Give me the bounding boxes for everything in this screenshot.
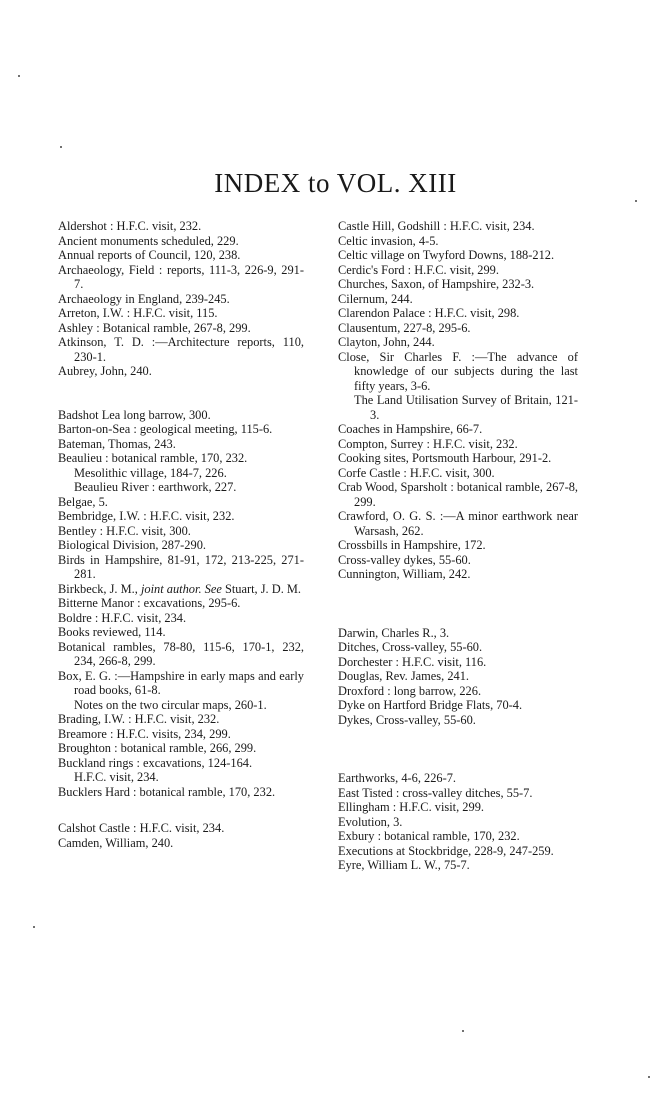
index-entry: Clausentum, 227-8, 295-6. <box>338 320 471 335</box>
index-entry: Cerdic's Ford : H.F.C. visit, 299. <box>338 262 499 277</box>
index-entry: Aldershot : H.F.C. visit, 232. <box>58 219 202 233</box>
index-entry: East Tisted : cross-valley ditches, 55-7. <box>338 785 533 800</box>
index-entry: Archaeology, Field : reports, 111-3, 226-9, 291-7. <box>58 262 304 291</box>
speck <box>635 200 637 202</box>
entry-text-after: Stuart, J. D. M. <box>221 581 302 596</box>
index-entry: Evolution, 3. <box>338 814 403 829</box>
index-entry: Eyre, William L. W., 75-7. <box>338 858 470 872</box>
index-entry: Birds in Hampshire, 81-91, 172, 213-225, 271-281. <box>58 552 304 581</box>
index-entry: Crawford, O. G. S. :—A minor earthwork near Warsash, 262. <box>338 509 578 538</box>
index-entry: Douglas, Rev. James, 241. <box>338 669 470 683</box>
index-entry: Aubrey, John, 240. <box>58 364 152 378</box>
index-entry: Executions at Stockbridge, 228-9, 247-259. <box>338 843 554 858</box>
index-entry: Castle Hill, Godshill : H.F.C. visit, 234. <box>338 219 535 233</box>
index-entry: Churches, Saxon, of Hampshire, 232-3. <box>338 277 535 291</box>
index-column-left <box>58 219 304 850</box>
index-entry: Biological Division, 287-290. <box>58 538 206 552</box>
index-entry: Camden, William, 240. <box>58 835 174 850</box>
index-entry: Boldre : H.F.C. visit, 234. <box>58 610 187 625</box>
index-entry <box>58 582 304 597</box>
index-entry: Crab Wood, Sparsholt : botanical ramble, 267-8, 299. <box>338 480 579 509</box>
index-entry: Clayton, John, 244. <box>338 335 435 349</box>
index-group-b <box>58 408 304 800</box>
index-entry: Barton-on-Sea : geological meeting, 115-6. <box>58 422 273 436</box>
index-entry: Exbury : botanical ramble, 170, 232. <box>338 829 520 843</box>
index-entry: Brading, I.W. : H.F.C. visit, 232. <box>58 712 220 726</box>
index-entry: Atkinson, T. D. :—Architecture reports, 110, 230-1. <box>58 335 304 364</box>
page-title: INDEX to VOL. XIII <box>214 168 457 198</box>
index-entry: Ashley : Botanical ramble, 267-8, 299. <box>58 320 251 335</box>
index-group-a <box>58 219 304 379</box>
index-entry: Earthworks, 4-6, 226-7. <box>338 771 457 785</box>
speck <box>462 1030 464 1032</box>
index-entry: Ancient monuments scheduled, 229. <box>58 233 239 248</box>
index-entry: Clarendon Palace : H.F.C. visit, 298. <box>338 306 520 320</box>
index-entry: Belgae, 5. <box>58 494 108 509</box>
index-entry: Ditches, Cross-valley, 55-60. <box>338 640 483 654</box>
index-entry: Crossbills in Hampshire, 172. <box>338 538 486 552</box>
index-entry: Close, Sir Charles F. :—The advance of knowledge of our subjects during the last fifty years, 3-6. <box>338 349 578 393</box>
index-entry: The Land Utilisation Survey of Britain, 121-3. <box>354 393 578 422</box>
index-entry: Darwin, Charles R., 3. <box>338 625 450 640</box>
index-group-e <box>338 771 578 873</box>
index-entry: Bucklers Hard : botanical ramble, 170, 232. <box>58 784 276 799</box>
index-entry: Bembridge, I.W. : H.F.C. visit, 232. <box>58 509 235 523</box>
index-group-c <box>58 821 304 850</box>
index-entry: Notes on the two circular maps, 260-1. <box>74 697 267 712</box>
speck <box>18 75 20 77</box>
speck <box>60 146 62 148</box>
index-entry: Celtic invasion, 4-5. <box>338 233 439 248</box>
index-entry: Broughton : botanical ramble, 266, 299. <box>58 741 257 755</box>
index-entry: Corfe Castle : H.F.C. visit, 300. <box>338 465 495 480</box>
index-column-right <box>338 219 578 873</box>
speck <box>648 1076 650 1078</box>
index-entry: Botanical rambles, 78-80, 115-6, 170-1, 232, 234, 266-8, 299. <box>58 639 304 668</box>
index-entry: Beaulieu River : earthwork, 227. <box>74 480 237 494</box>
index-group-d <box>338 626 578 728</box>
index-entry: Beaulieu : botanical ramble, 170, 232. <box>58 451 248 465</box>
index-entry: Calshot Castle : H.F.C. visit, 234. <box>58 821 225 835</box>
index-entry: Dykes, Cross-valley, 55-60. <box>338 712 476 727</box>
index-entry: Bateman, Thomas, 243. <box>58 436 176 451</box>
index-entry: Books reviewed, 114. <box>58 625 166 639</box>
index-entry: Annual reports of Council, 120, 238. <box>58 248 241 262</box>
index-entry: Breamore : H.F.C. visits, 234, 299. <box>58 726 231 741</box>
index-group-c-cont <box>338 219 578 582</box>
index-entry: Badshot Lea long barrow, 300. <box>58 407 211 422</box>
entry-text: Birkbeck, J. M., <box>58 581 141 596</box>
index-entry: Buckland rings : excavations, 124-164. <box>58 755 253 770</box>
index-entry: H.F.C. visit, 234. <box>74 770 159 784</box>
index-entry: Bentley : H.F.C. visit, 300. <box>58 523 191 538</box>
index-entry: Cilernum, 244. <box>338 291 413 306</box>
index-entry: Ellingham : H.F.C. visit, 299. <box>338 800 484 814</box>
index-entry: Celtic village on Twyford Downs, 188-212. <box>338 248 555 262</box>
index-entry: Coaches in Hampshire, 66-7. <box>338 422 483 436</box>
index-entry: Droxford : long barrow, 226. <box>338 683 482 698</box>
entry-italic: joint author. See <box>140 581 222 596</box>
index-entry: Arreton, I.W. : H.F.C. visit, 115. <box>58 306 218 320</box>
index-entry: Bitterne Manor : excavations, 295-6. <box>58 596 241 610</box>
index-entry: Mesolithic village, 184-7, 226. <box>74 465 227 480</box>
index-entry: Compton, Surrey : H.F.C. visit, 232. <box>338 436 518 451</box>
index-entry: Archaeology in England, 239-245. <box>58 291 230 306</box>
index-entry: Box, E. G. :—Hampshire in early maps and early road books, 61-8. <box>58 668 304 697</box>
speck <box>33 926 35 928</box>
index-entry: Cunnington, William, 242. <box>338 567 471 581</box>
index-entry: Cooking sites, Portsmouth Harbour, 291-2. <box>338 451 552 465</box>
index-entry: Dorchester : H.F.C. visit, 116. <box>338 654 487 669</box>
index-entry: Dyke on Hartford Bridge Flats, 70-4. <box>338 698 523 712</box>
index-entry: Cross-valley dykes, 55-60. <box>338 552 471 567</box>
